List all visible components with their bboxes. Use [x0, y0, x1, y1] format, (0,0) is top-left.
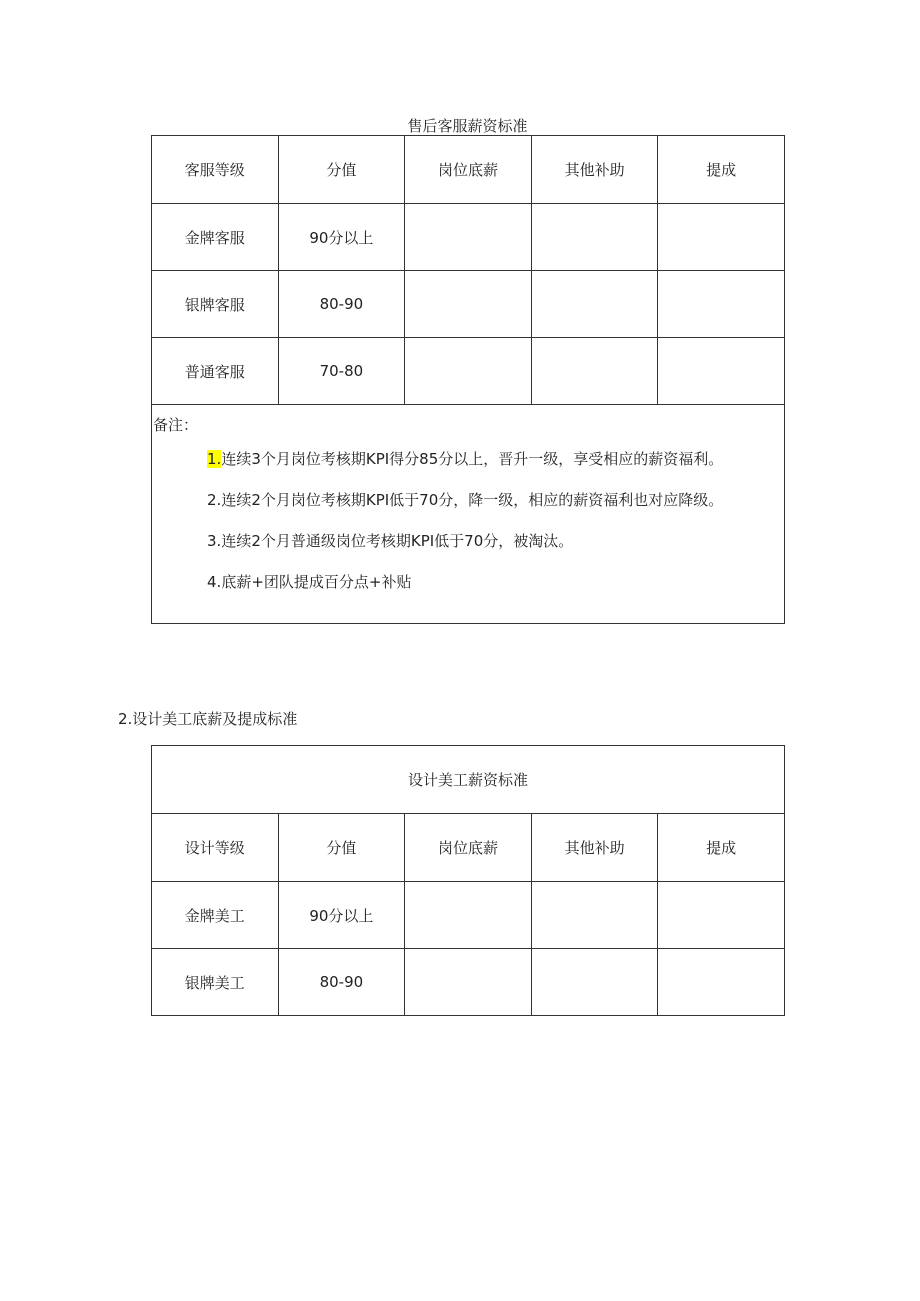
note-number: 4. [207, 573, 222, 591]
cell-base-salary [405, 882, 532, 949]
cell-allowance [531, 949, 658, 1016]
header-cell-base-salary: 岗位底薪 [405, 136, 532, 204]
cell-score: 90分以上 [278, 882, 405, 949]
note-item [207, 490, 784, 511]
cell-commission [658, 882, 785, 949]
header-cell-level: 设计等级 [152, 814, 279, 882]
table-row [152, 882, 785, 949]
cell-allowance [531, 204, 658, 271]
table-title-row [152, 746, 785, 814]
cell-level: 普通客服 [152, 338, 279, 405]
cell-base-salary [405, 204, 532, 271]
note-text: 底薪+团队提成百分点+补贴 [221, 573, 412, 591]
cell-score: 70-80 [278, 338, 405, 405]
cell-level: 金牌美工 [152, 882, 279, 949]
table-row [152, 338, 785, 405]
notes-list [152, 449, 784, 593]
cell-level: 银牌美工 [152, 949, 279, 1016]
cell-commission [658, 338, 785, 405]
notes-label: 备注： [153, 416, 199, 434]
cell-level: 银牌客服 [152, 271, 279, 338]
cell-commission [658, 204, 785, 271]
note-text: 连续3个月岗位考核期KPI得分85分以上，晋升一级，享受相应的薪资福利。 [221, 450, 724, 468]
header-cell-score: 分值 [278, 814, 405, 882]
note-number-highlighted: 1. [207, 450, 222, 468]
header-cell-level: 客服等级 [152, 136, 279, 204]
notes-cell [152, 405, 785, 624]
notes-row [152, 405, 785, 624]
header-cell-commission: 提成 [658, 814, 785, 882]
note-number: 2. [207, 491, 222, 509]
cell-base-salary [405, 338, 532, 405]
cell-score: 80-90 [278, 271, 405, 338]
cell-base-salary [405, 949, 532, 1016]
note-item [207, 449, 784, 470]
note-number: 3. [207, 532, 222, 550]
header-cell-commission: 提成 [658, 136, 785, 204]
cell-base-salary [405, 271, 532, 338]
note-text: 连续2个月岗位考核期KPI低于70分，降一级，相应的薪资福利也对应降级。 [221, 491, 724, 509]
header-cell-allowance: 其他补助 [531, 136, 658, 204]
note-text: 连续2个月普通级岗位考核期KPI低于70分，被淘汰。 [221, 532, 574, 550]
cell-allowance [531, 882, 658, 949]
table-row [152, 949, 785, 1016]
table-header-row [152, 136, 785, 204]
note-item [207, 572, 784, 593]
table-row [152, 204, 785, 271]
cell-commission [658, 949, 785, 1016]
salary-table-customer-service [151, 135, 785, 624]
header-cell-base-salary: 岗位底薪 [405, 814, 532, 882]
salary-table-designer [151, 745, 785, 1016]
table2-title: 设计美工薪资标准 [152, 746, 785, 814]
cell-commission [658, 271, 785, 338]
header-cell-score: 分值 [278, 136, 405, 204]
table-header-row [152, 814, 785, 882]
section2-heading: 2.设计美工底薪及提成标准 [118, 710, 298, 728]
cell-level: 金牌客服 [152, 204, 279, 271]
table-row [152, 271, 785, 338]
note-item [207, 531, 784, 552]
header-cell-allowance: 其他补助 [531, 814, 658, 882]
cell-allowance [531, 338, 658, 405]
cell-score: 80-90 [278, 949, 405, 1016]
cell-score: 90分以上 [278, 204, 405, 271]
cell-allowance [531, 271, 658, 338]
table1-caption: 售后客服薪资标准 [407, 117, 528, 135]
